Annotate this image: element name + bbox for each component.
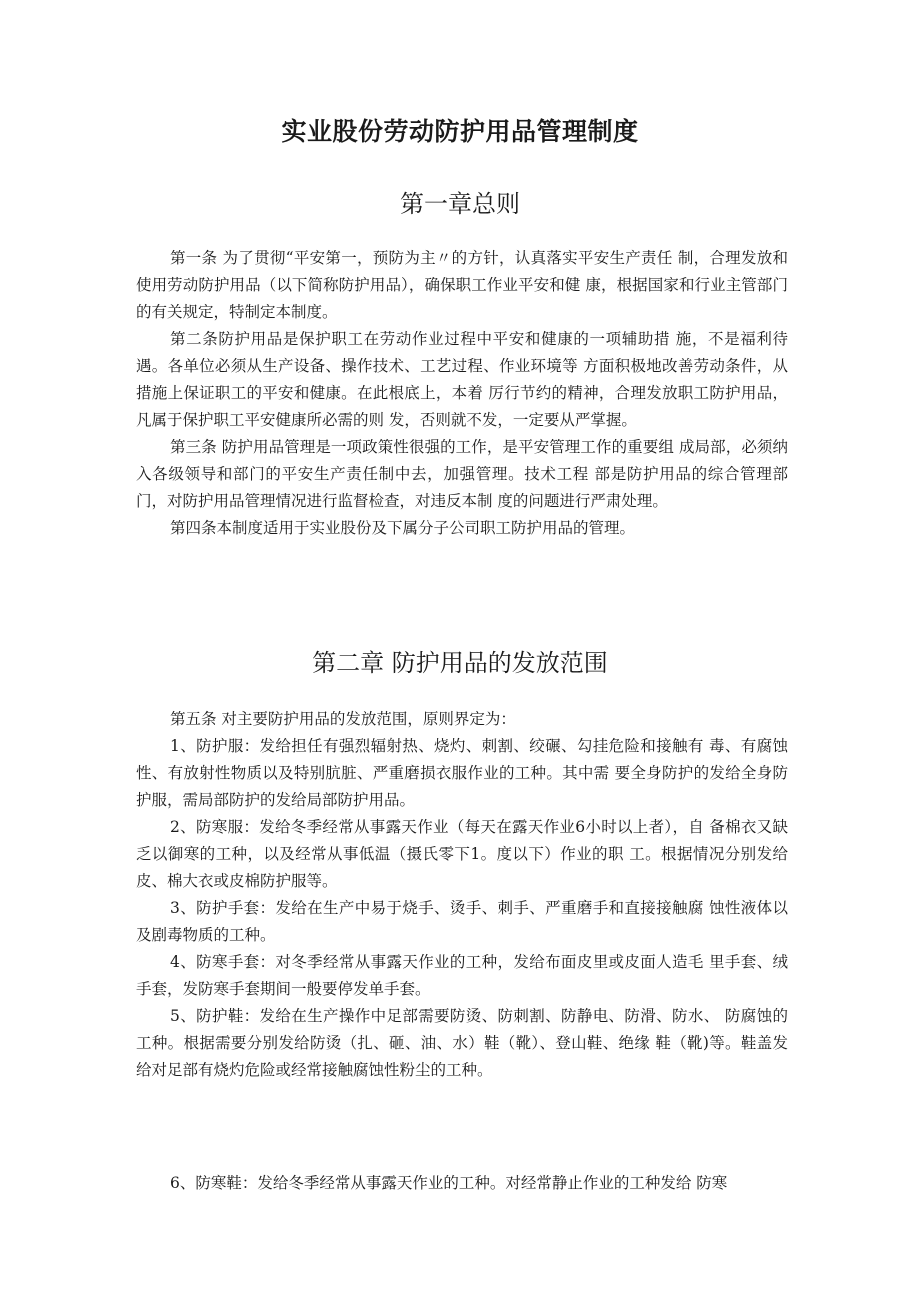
document-title: 实业股份劳动防护用品管理制度 (281, 117, 639, 146)
article-4: 第四条本制度适用于实业股份及下属分子公司职工防护用品的管理。 (170, 519, 636, 537)
item-cold-clothing: 2、防寒服：发给冬季经常从事露天作业（每天在露天作业6小时以上者），自 备棉衣又缺乏以御寒的工种，以及经常从事低温（摄氏零下1。度以下）作业的职 工。根据情况分别发给皮、棉大衣或皮棉防护服等。 (136, 818, 788, 890)
article-3: 第三条 防护用品管理是一项政策性很强的工作，是平安管理工作的重要组 成局部，必须纳入各级领导和部门的平安生产责任制中去，加强管理。技术工程 部是防护用品的综合管理部门，对防护用品管理情况进行监督检查，对违反本制 度的问题进行严肃处理。 (136, 438, 788, 510)
chapter-2-body (136, 706, 788, 1084)
item-cold-gloves: 4、防寒手套：对冬季经常从事露天作业的工种，发给布面皮里或皮面人造毛 里手套、绒手套，发防寒手套期间一般要停发单手套。 (136, 953, 788, 998)
chapter-1-heading: 第一章总则 (400, 190, 520, 218)
item-protective-clothing: 1、防护服：发给担任有强烈辐射热、烧灼、刺割、绞碾、勾挂危险和接触有 毒、有腐蚀性、有放射性物质以及特别肮脏、严重磨损衣服作业的工种。其中需 要全身防护的发给全身防护服，需局部防护的发给局部防护用品。 (136, 737, 788, 809)
article-1: 第一条 为了贯彻“平安第一，预防为主〃的方针，认真落实平安生产责任 制，合理发放和使用劳动防护用品（以下简称防护用品），确保职工作业平安和健 康，根据国家和行业主管部门的有关规定，特制定本制度。 (136, 249, 788, 321)
item-cold-shoes: 6、防寒鞋：发给冬季经常从事露天作业的工种。对经常静止作业的工种发给 防寒 (170, 1174, 728, 1192)
article-2: 第二条防护用品是保护职工在劳动作业过程中平安和健康的一项辅助措 施，不是福利待遇。各单位必须从生产设备、操作技术、工艺过程、作业环境等 方面积极地改善劳动条件，从措施上保证职工的平安和健康。在此根底上，本着 厉行节约的精神，合理发放职工防护用品，凡属于保护职工平安健康所必需的则 发，否则就不发，一定要从严掌握。 (136, 330, 788, 429)
chapter-2-heading: 第二章 防护用品的发放范围 (312, 649, 608, 677)
chapter-2-body-continued (136, 1170, 788, 1197)
chapter-1-body (136, 245, 788, 542)
item-protective-gloves: 3、防护手套：发给在生产中易于烧手、烫手、刺手、严重磨手和直接接触腐 蚀性液体以及剧毒物质的工种。 (136, 899, 788, 944)
article-5: 第五条 对主要防护用品的发放范围，原则界定为： (170, 710, 516, 728)
item-protective-shoes: 5、防护鞋：发给在生产操作中足部需要防烫、防刺割、防静电、防滑、防水、 防腐蚀的工种。根据需要分别发给防烫（扎、砸、油、水）鞋（靴）、登山鞋、绝缘 鞋（靴)等。鞋盖发给对足部有烧灼危险或经常接触腐蚀性粉尘的工种。 (136, 1007, 788, 1079)
